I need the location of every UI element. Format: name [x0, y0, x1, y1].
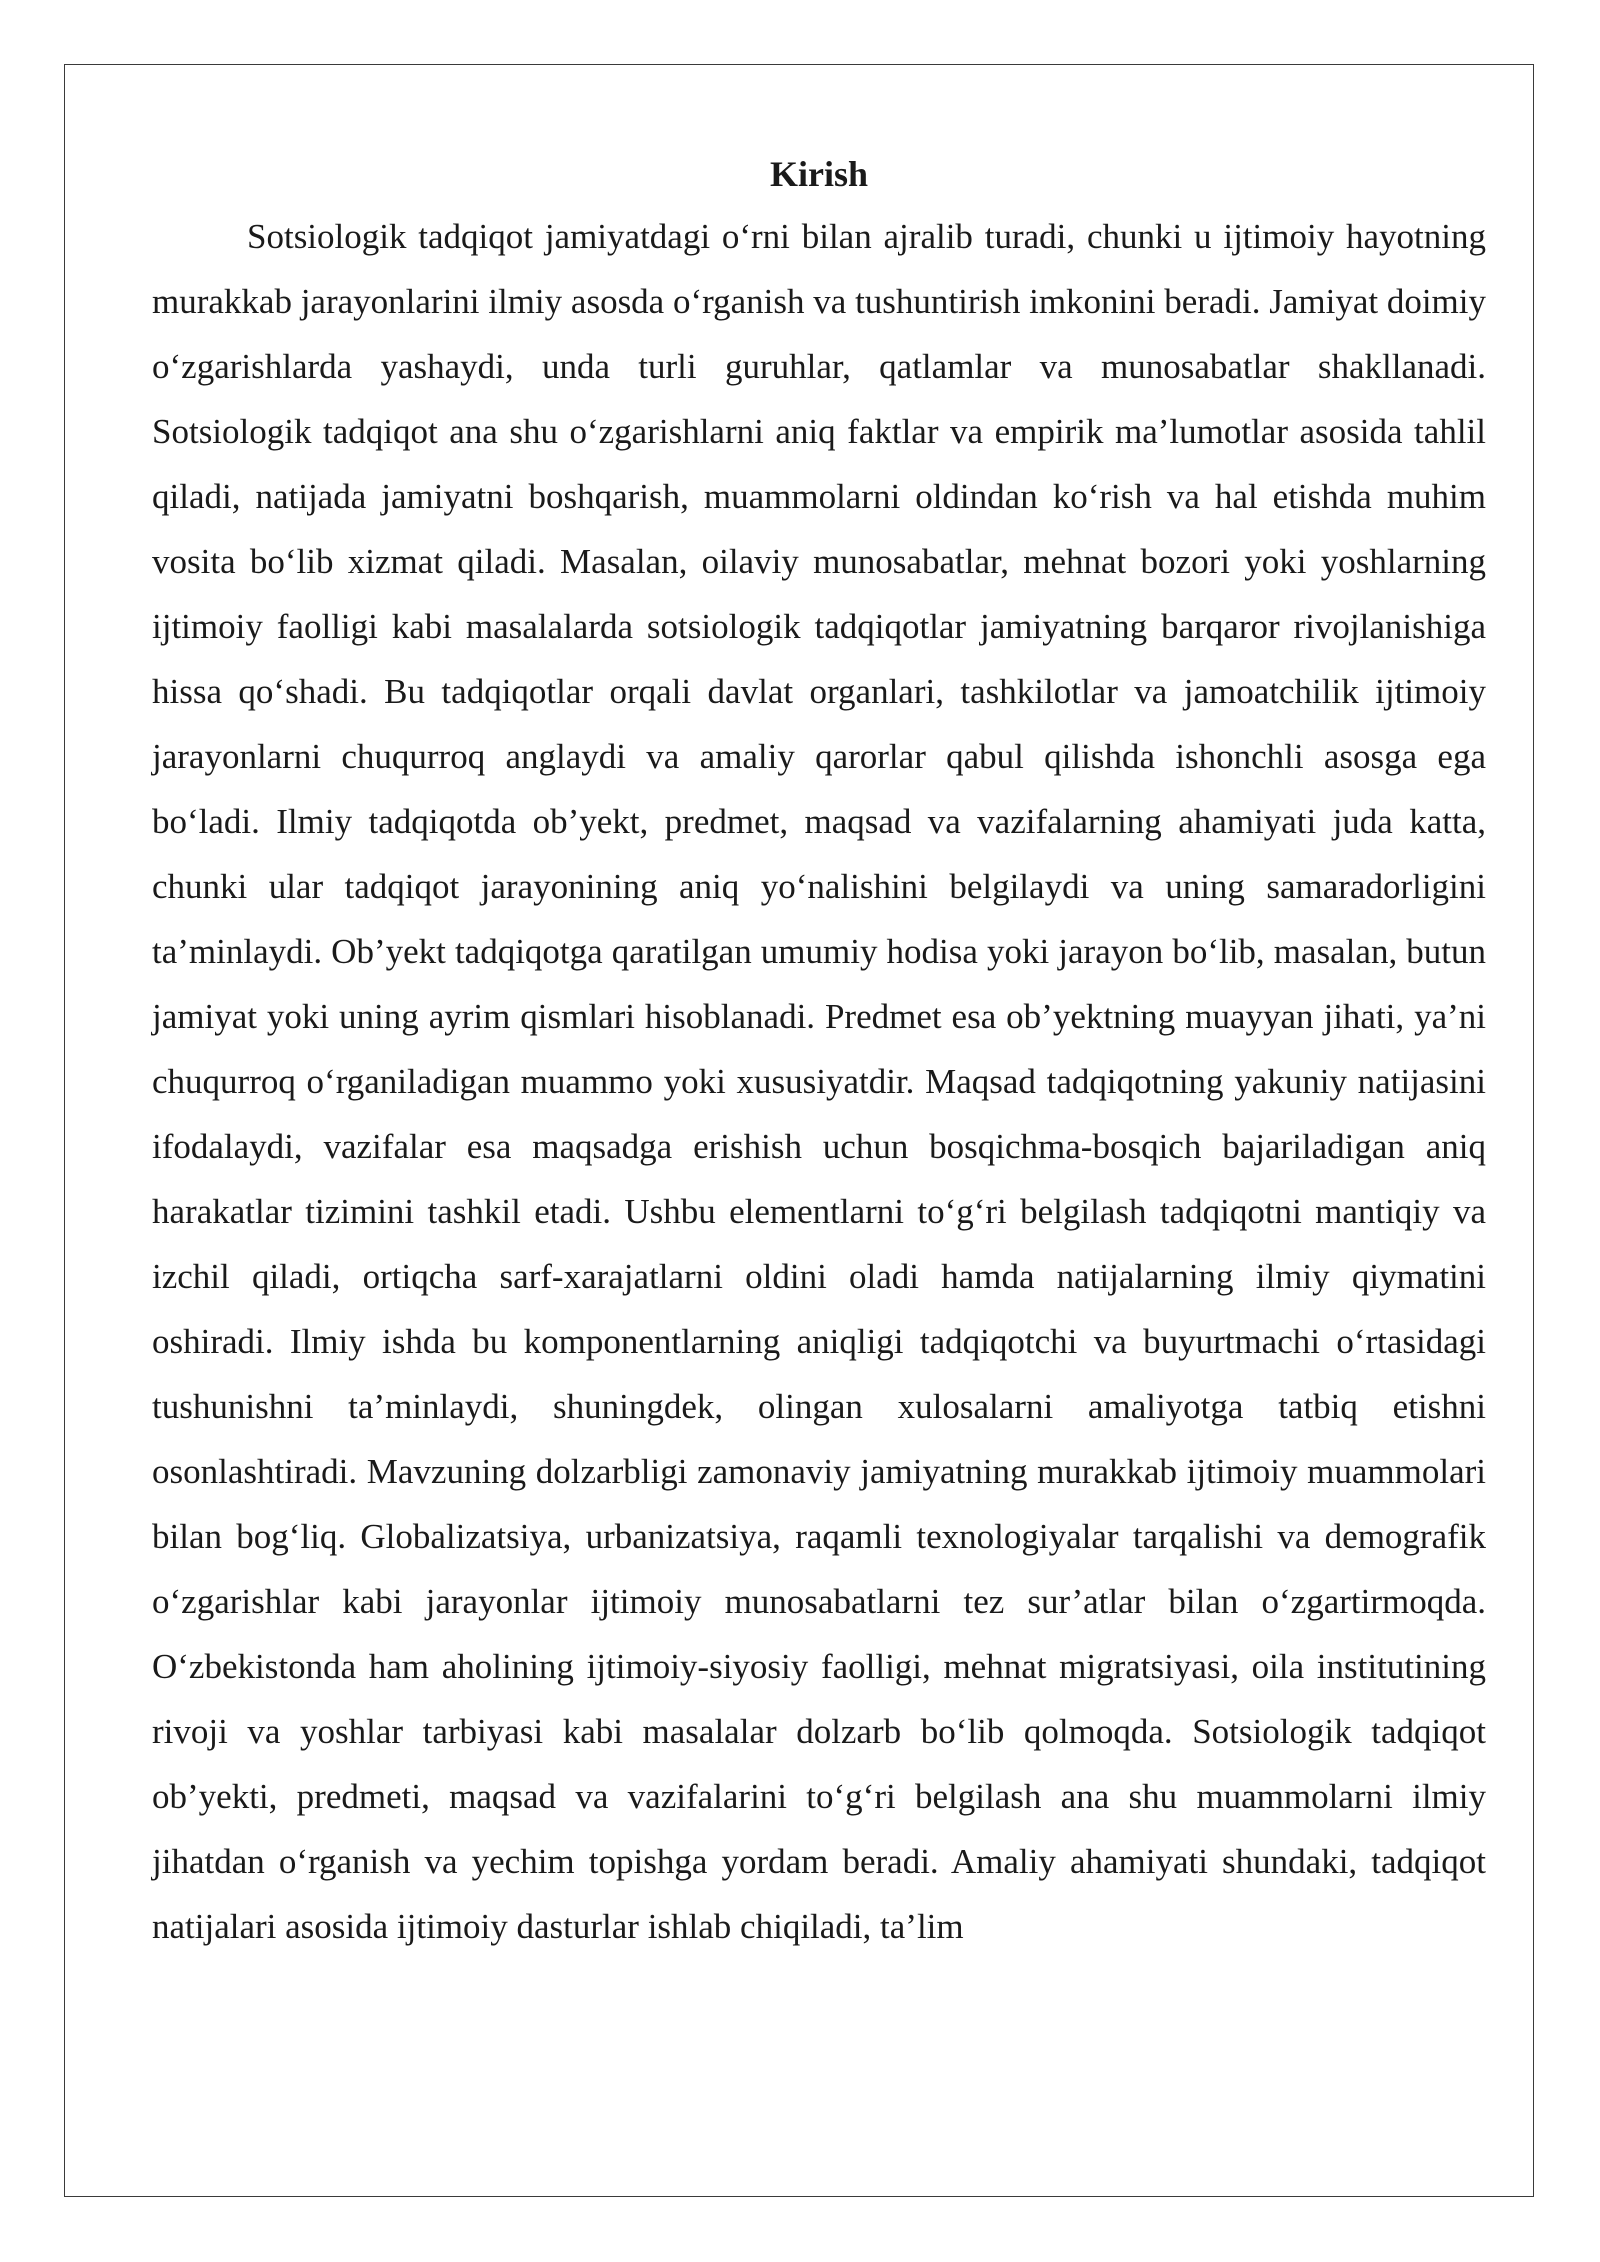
body-paragraph: Sotsiologik tadqiqot jamiyatdagi o‘rni bilan ajralib turadi, chunki u ijtimoiy hayotning murakkab jarayonlarini ilmiy asosda o‘rganish va tushuntirish imkonini beradi. Jamiyat doimiy o‘zgarishlarda yashaydi, unda turli guruhlar, qatlamlar va munosabatlar shakllanadi. Sotsiologik tadqiqot ana shu o‘zgarishlarni aniq faktlar va empirik ma’lumotlar asosida tahlil qiladi, natijada jamiyatni boshqarish, muammolarni oldindan ko‘rish va hal etishda muhim vosita bo‘lib xizmat qiladi. Masalan, oilaviy munosabatlar, mehnat bozori yoki yoshlarning ijtimoiy faolligi kabi masalalarda sotsiologik tadqiqotlar jamiyatning barqaror rivojlanishiga hissa qo‘shadi. Bu tadqiqotlar orqali davlat organlari, tashkilotlar va jamoatchilik ijtimoiy jarayonlarni chuqurroq anglaydi va amaliy qarorlar qabul qilishda ishonchli asosga ega bo‘ladi. Ilmiy tadqiqotda ob’yekt, predmet, maqsad va vazifalarning ahamiyati juda katta, chunki ular tadqiqot jarayonining aniq yo‘nalishini belgilaydi va uning samaradorligini ta’minlaydi. Ob’yekt tadqiqotga qaratilgan umumiy hodisa yoki jarayon bo‘lib, masalan, butun jamiyat yoki uning ayrim qismlari hisoblanadi. Predmet esa ob’yektning muayyan jihati, ya’ni chuqurroq o‘rganiladigan muammo yoki xususiyatdir. Maqsad tadqiqotning yakuniy natijasini ifodalaydi, vazifalar esa maqsadga erishish uchun bosqichma-bosqich bajariladigan aniq harakatlar tizimini tashkil etadi. Ushbu elementlarni to‘g‘ri belgilash tadqiqotni mantiqiy va izchil qiladi, ortiqcha sarf-xarajatlarni oldini oladi hamda natijalarning ilmiy qiymatini oshiradi. Ilmiy ishda bu komponentlarning aniqligi tadqiqotchi va buyurtmachi o‘rtasidagi tushunishni ta’minlaydi, shuningdek, olingan xulosalarni amaliyotga tatbiq etishni osonlashtiradi. Mavzuning dolzarbligi zamonaviy jamiyatning murakkab ijtimoiy muammolari bilan bog‘liq. Globalizatsiya, urbanizatsiya, raqamli texnologiyalar tarqalishi va demografik o‘zgarishlar kabi jarayonlar ijtimoiy munosabatlarni tez sur’atlar bilan o‘zgartirmoqda. O‘zbekistonda ham aholining ijtimoiy-siyosiy faolligi, mehnat migratsiyasi, oila institutining rivoji va yoshlar tarbiyasi kabi masalalar dolzarb bo‘lib qolmoqda. Sotsiologik tadqiqot ob’yekti, predmeti, maqsad va vazifalarini to‘g‘ri belgilash ana shu muammolarni ilmiy jihatdan o‘rganish va yechim topishga yordam beradi. Amaliy ahamiyati shundaki, tadqiqot natijalari asosida ijtimoiy dasturlar ishlab chiqiladi, ta’lim: [152, 217, 1486, 1946]
document-content: [152, 148, 1486, 1959]
page-heading: Kirish: [769, 154, 868, 194]
